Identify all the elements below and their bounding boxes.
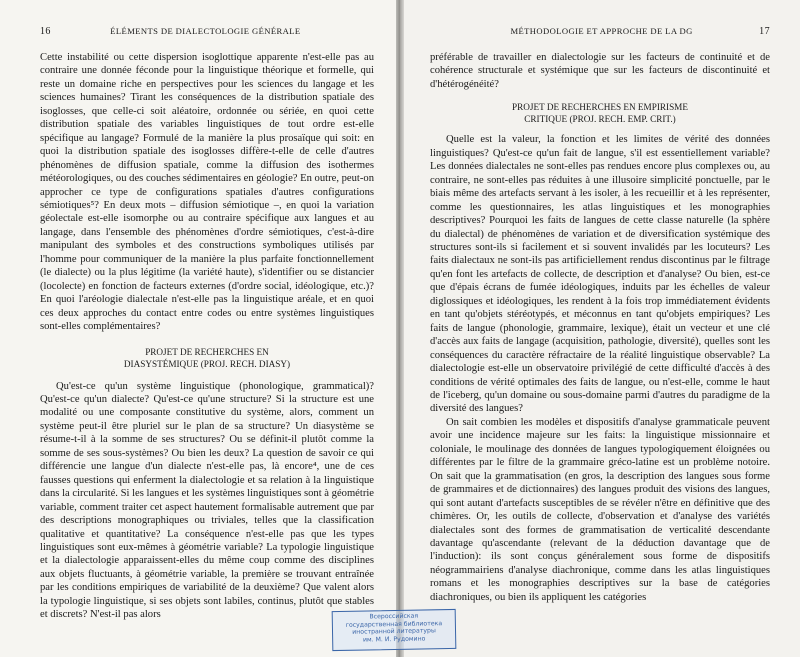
right-page [404, 0, 800, 657]
left-running-title: ÉLÉMENTS DE DIALECTOLOGIE GÉNÉRALE [110, 26, 301, 36]
left-section-heading-line-1: PROJET DE RECHERCHES EN [145, 346, 269, 357]
right-page-body [430, 51, 770, 604]
stamp-line-2: государственная библиотека [345, 619, 443, 629]
right-paragraph-2: On sait combien les modèles et dispositifs d'analyse grammaticale peuvent avoir une incidence majeure sur les faits: la linguistique missionnaire et coloniale, le moulinage des données de langues typologiquement éloignées ou différentes par le filtre de la grammaire gréco-latine est un problème notoire. On sait que la grammatisation (en gros, la description des langues sous forme de grammaires et de dictionnaires) des langues produit des visions des langues, qui sont autant d'artefacts susceptibles de se révéler n'être en définitive que des chimères. Or, les outils de collecte, d'observation et d'analyse des variétés dialectales sont des formes de grammatisation de verticalité descendante davantage qu'ascendante (relevant de la déduction davantage que de l'induction): ils sont conçus généralement sous forme de dispositifs néogrammairiens d'analyse diachronique, comme dans les atlas linguistiques romans et les monographies descriptives sur la base de catégories diachroniques, ou bien ils appliquent les catégories [430, 416, 770, 603]
stamp-line-1: Всероссийская [369, 612, 419, 621]
right-page-number: 17 [759, 26, 770, 37]
right-paragraph-1: Quelle est la valeur, la fonction et les limites de vérité des données linguistiques? Qu'est-ce qu'un fait de langue, s'il est essentiellement variable? Les données dialectales ne sont-elles pas rendues encore plus complexes ou, au contraire, ne sont-elles pas réduites à une illusoire simplicité ponctuelle, par le biais même des artefacts servant à les isoler, à les recueillir et à les représenter, comme les questionnaires, les atlas linguistiques et les monographies descriptives? Pourquoi les faits de langues de cette classe naturelle (la sphère du dialectal) de phénomènes de variation et de diversification systémique des structures sont-ils si facilement et si souvent invalidés par les locuteurs? Les faits dialectaux ne sont-ils pas artificiellement rendus discontinus par le filtrage qu'en font les artefacts de collecte, de description et d'analyse? Ou bien, est-ce que d'épais écrans de fumée idéologiques, induits par les échelles de valeur diglossiques et idéologiques, les rendent à la fois trop immédiatement évidents en tant qu'objets stéréotypés, et méconnus en tant qu'objets empiriques? Les faits de langue (phonologie, grammaire, lexique), était un vecteur et une clé d'accès aux faits de langage (acquisition, pathologie, diversité), quelles sont les conséquences du caractère réfractaire de la réalité linguistique observable? La dialectologie est-elle un observatoire privilégié de cette difficulté d'accès à des conditions de vérité optimales des faits de langue, ou n'est-elle, comme le haut de l'iceberg, qu'un domaine ou sous-domaine parmi d'autres du paradigme de la diversité des langues? [430, 134, 770, 415]
right-section-heading [430, 101, 770, 125]
left-running-header [40, 26, 374, 37]
left-paragraph-2: Qu'est-ce qu'un système linguistique (phonologique, grammatical)? Qu'est-ce qu'un dialecte? Qu'est-ce qu'une structure? Si la structure est une modalité ou une composante constitutive du système, alors, comment un système peut-il être pluriel sur le plan de sa structure? Un diasystème se résume-t-il à la somme de ses structures? Ou se définit-il plutôt comme la somme de ses sous-systèmes? Ou bien les deux? La question de savoir ce qui différencie une langue d'un dialecte n'est-elle pas, là encore⁴, une de ces fausses questions qui enferment la dialectologie et sa relation à la linguistique dans la circularité. Si les langues et les systèmes linguistiques sont à géométrie variable, comment traiter cet aspect hautement formalisable autrement que par des descriptions monographiques ou triviales, telles que la classification qualitative et quantitative? La conséquence n'est-elle pas que les types linguistiques sont eux-mêmes à géométrie variable? La typologie linguistique et la dialectologie apparaissent-elles du même coup comme des disciplines aux objets fluctuants, à géométrie variable, la première se trouvant entraînée par les conditions empiriques de variabilité de la deuxième? Que valent alors la typologie linguistique, si ses objets sont labiles, continus, plutôt que stables et discrets? N'est-il pas alors [40, 380, 374, 621]
right-running-title: MÉTHODOLOGIE ET APPROCHE DE LA DG [510, 26, 693, 36]
left-section-heading-line-2: DIASYSTÉMIQUE (PROJ. RECH. DIASY) [123, 358, 291, 369]
right-paragraph-0: préférable de travailler en dialectologie sur les facteurs de continuité et de cohérence structurale et systémique que sur les facteurs de discontinuité et d'hétérogénéité? [430, 52, 770, 90]
left-page [0, 0, 396, 657]
stamp-line-3: иностранной литературы [352, 627, 436, 636]
right-section-heading-line-2: CRITIQUE (PROJ. RECH. EMP. CRIT.) [524, 114, 676, 125]
left-page-number: 16 [40, 26, 51, 37]
library-stamp [332, 609, 457, 651]
right-section-heading-line-1: PROJET DE RECHERCHES EN EMPIRISME [512, 102, 688, 113]
book-gutter [396, 0, 404, 657]
stamp-line-4: им. М. И. Рудомино [362, 635, 426, 644]
right-running-header [430, 26, 770, 37]
left-page-body [40, 51, 374, 622]
left-paragraph-1: Cette instabilité ou cette dispersion isoglottique apparente n'est-elle pas au contraire une donnée féconde pour la linguistique théorique et formelle, qui reste un domaine riche en perspectives pour les sciences du langage et les sciences humaines? Tirant les conséquences de la distribution spatiale des isoglosses, que celle-ci soit aléatoire, ordonnée ou sériée, en quoi cette distribution spatiale des variables linguistiques de tout ordre est-elle spécifique au langage? Formulé de la manière la plus prosaïque qui soit: en quoi la distribution spatiale des isoglosses diffère-t-elle de celle d'autres phénomènes de diffusion spatiale, comme la diffusion des isothermes météorologiques, ou des couches sédimentaires en géologie? En outre, peut-on approcher ce type de configurations spatiales d'autres configurations sémiotiques⁵? En deux mots – diffusion sémiotique –, en quoi la variation géolectale est-elle isomorphe ou au contraire spécifique aux langues et au langage, dans l'ensemble des phénomènes d'ordre sémiotiques, c'est-à-dire manipulant des symboles et des constructions symboliques utilisés par l'homme pour communiquer de la manière la plus parfaite fonctionnellement (le dialecte) ou la plus légitime (la variété haute), s'identifier ou se distancier (locolecte) en fonction de facteurs externes (d'ordre social, idéologique, etc.)? En quoi l'aréologie dialectale n'est-elle pas la linguistique aréale, et en quoi ces deux approches du contact entre codes ou entre systèmes linguistiques sont-elles complémentaires? [40, 52, 374, 333]
left-section-heading [40, 346, 374, 370]
